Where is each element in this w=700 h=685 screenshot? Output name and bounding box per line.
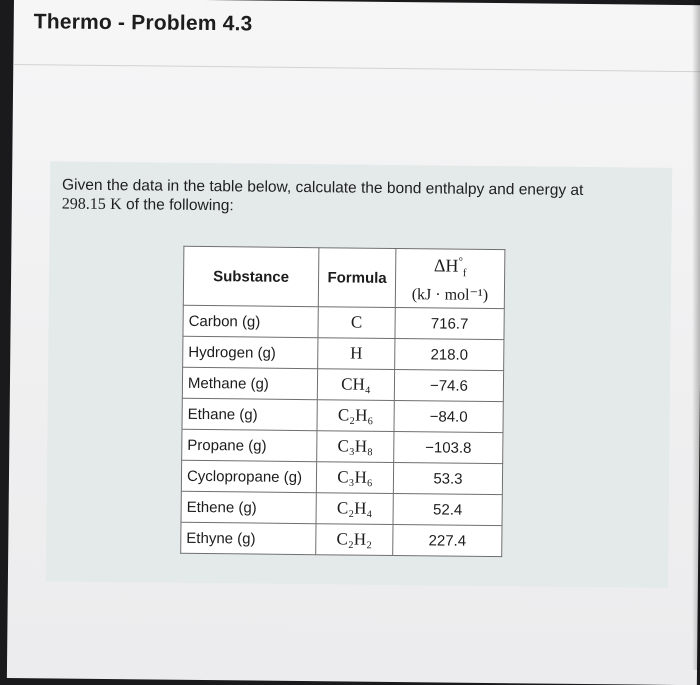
prompt-temperature: 298.15 <box>61 195 106 213</box>
cell-enthalpy: 716.7 <box>395 308 504 340</box>
photo-edge-shadow <box>692 0 700 670</box>
cell-formula: C <box>318 307 395 339</box>
cell-substance: Ethane (g) <box>182 398 317 430</box>
header-formula: Formula <box>318 248 396 308</box>
table-row <box>183 305 504 339</box>
table-row <box>182 367 503 401</box>
cell-enthalpy: −103.8 <box>394 432 503 464</box>
cell-formula: C₂H₆ <box>317 400 394 432</box>
prompt-temperature-unit: K <box>110 196 122 214</box>
cell-enthalpy: 53.3 <box>393 463 502 495</box>
table-row <box>181 460 502 494</box>
prompt-line-1: Given the data in the table below, calculate the bond enthalpy and energy at <box>61 176 584 199</box>
header-substance: Substance <box>183 246 319 306</box>
cell-substance: Methane (g) <box>182 367 317 399</box>
table-row <box>182 398 503 432</box>
cell-substance: Carbon (g) <box>183 305 318 337</box>
cell-formula: H <box>318 338 395 370</box>
cell-substance: Hydrogen (g) <box>183 336 318 368</box>
header-enthalpy <box>395 249 505 309</box>
title-divider <box>13 64 700 72</box>
cell-substance: Ethene (g) <box>181 491 316 523</box>
table-row <box>182 429 503 463</box>
table-row <box>183 336 504 370</box>
cell-formula: C₂H₂ <box>316 524 393 556</box>
cell-substance: Cyclopropane (g) <box>181 460 316 492</box>
problem-prompt <box>62 176 652 220</box>
enthalpy-table <box>180 246 505 557</box>
cell-substance: Ethyne (g) <box>181 522 316 554</box>
cell-formula: CH₄ <box>317 369 394 401</box>
document-page <box>7 0 700 685</box>
cell-enthalpy: −84.0 <box>394 401 503 433</box>
prompt-line-2-suffix: of the following: <box>125 196 234 215</box>
cell-formula: C₃H₆ <box>316 462 393 494</box>
cell-enthalpy: 52.4 <box>393 493 502 525</box>
cell-substance: Propane (g) <box>182 429 317 461</box>
cell-enthalpy: 227.4 <box>393 524 502 556</box>
cell-formula: C₂H₄ <box>316 493 393 525</box>
table-row <box>181 491 502 525</box>
cell-enthalpy: 218.0 <box>395 339 504 371</box>
table-row <box>181 522 502 556</box>
table-header-row <box>183 246 505 308</box>
cell-enthalpy: −74.6 <box>394 370 503 402</box>
page-title: Thermo - Problem 4.3 <box>33 10 253 36</box>
header-enthalpy-units: (kJ · mol⁻¹) <box>411 285 489 304</box>
cell-formula: C₃H₈ <box>317 431 394 463</box>
problem-box <box>46 161 672 587</box>
header-enthalpy-symbol: $\Delta H^\circ_f$ <box>433 255 467 280</box>
